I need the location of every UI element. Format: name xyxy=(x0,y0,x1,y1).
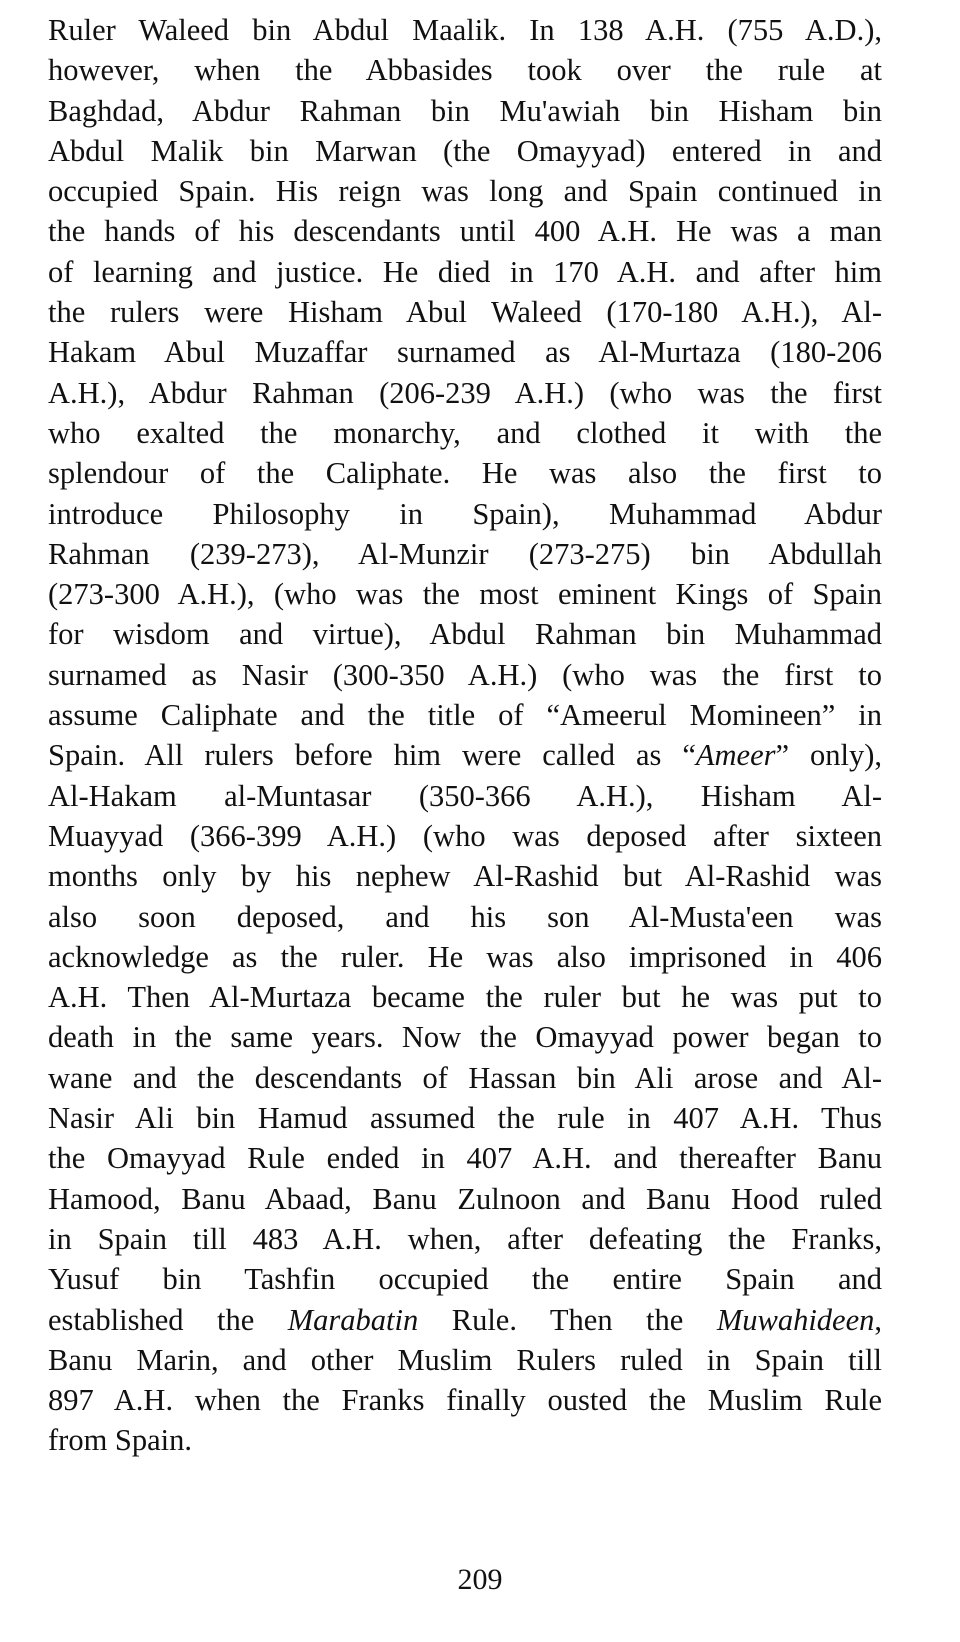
italic-term-marabatin: Marabatin xyxy=(287,1302,419,1337)
text-line: splendour of the Caliphate. He was also the first to xyxy=(48,456,882,491)
text-line-final: from Spain. xyxy=(48,1423,193,1458)
text-line: introduce Philosophy in Spain), Muhammad Abdur xyxy=(48,496,882,531)
text-line: 897 A.H. when the Franks finally ousted the Muslim Rule xyxy=(48,1383,882,1418)
text-line: surnamed as Nasir (300-350 A.H.) (who was the first to xyxy=(48,657,882,692)
text-line: Hakam Abul Muzaffar surnamed as Al-Murtaza (180-206 xyxy=(48,335,882,370)
italic-term-muwahideen: Muwahideen xyxy=(716,1302,875,1337)
text-line: for wisdom and virtue), Abdul Rahman bin Muhammad xyxy=(48,617,882,652)
text-segment: Spain. All rulers before him were called as “ xyxy=(48,738,696,773)
text-line: assume Caliphate and the title of “Ameerul Momineen” in xyxy=(48,698,882,733)
text-line: the hands of his descendants until 400 A.H. He was a man xyxy=(48,214,882,249)
text-line: Banu Marin, and other Muslim Rulers ruled in Spain till xyxy=(48,1342,882,1377)
text-segment: , xyxy=(874,1302,882,1337)
text-line: in Spain till 483 A.H. when, after defeating the Franks, xyxy=(48,1221,882,1256)
text-line: wane and the descendants of Hassan bin Ali arose and Al- xyxy=(48,1060,882,1095)
text-line-ameer xyxy=(48,735,882,775)
italic-term-ameer: Ameer xyxy=(695,738,776,773)
text-line: Rahman (239-273), Al-Munzir (273-275) bin Abdullah xyxy=(48,536,882,571)
text-line: who exalted the monarchy, and clothed it with the xyxy=(48,415,882,450)
text-line: of learning and justice. He died in 170 A.H. and after him xyxy=(48,254,882,289)
text-line: the Omayyad Rule ended in 407 A.H. and thereafter Banu xyxy=(48,1141,882,1176)
text-segment: Rule. Then the xyxy=(418,1302,717,1337)
text-line: Abdul Malik bin Marwan (the Omayyad) entered in and xyxy=(48,133,882,168)
text-line: the rulers were Hisham Abul Waleed (170-180 A.H.), Al- xyxy=(48,295,882,330)
text-line: acknowledge as the ruler. He was also imprisoned in 406 xyxy=(48,939,882,974)
text-line: (273-300 A.H.), (who was the most eminent Kings of Spain xyxy=(48,577,882,612)
text-line: Nasir Ali bin Hamud assumed the rule in 407 A.H. Thus xyxy=(48,1101,882,1136)
text-line: Al-Hakam al-Muntasar (350-366 A.H.), Hisham Al- xyxy=(48,778,882,813)
text-line: however, when the Abbasides took over the rule at xyxy=(48,53,882,88)
text-line: A.H.), Abdur Rahman (206-239 A.H.) (who was the first xyxy=(48,375,882,410)
text-line: A.H. Then Al-Murtaza became the ruler but he was put to xyxy=(48,980,882,1015)
text-line: Muayyad (366-399 A.H.) (who was deposed after sixteen xyxy=(48,818,882,853)
body-paragraph xyxy=(48,10,882,1461)
text-line: also soon deposed, and his son Al-Musta'een was xyxy=(48,899,882,934)
text-segment: ” only), xyxy=(775,738,883,773)
text-line: Yusuf bin Tashfin occupied the entire Spain and xyxy=(48,1262,882,1297)
text-line: Hamood, Banu Abaad, Banu Zulnoon and Banu Hood ruled xyxy=(48,1181,882,1216)
text-line: death in the same years. Now the Omayyad power began to xyxy=(48,1020,882,1055)
text-line: occupied Spain. His reign was long and Spain continued in xyxy=(48,174,882,209)
text-line: Ruler Waleed bin Abdul Maalik. In 138 A.H. (755 A.D.), xyxy=(48,13,882,47)
page-number: 209 xyxy=(457,1563,503,1596)
text-line-marabatin xyxy=(48,1300,882,1340)
text-line: Baghdad, Abdur Rahman bin Mu'awiah bin Hisham bin xyxy=(48,93,882,128)
text-segment: established the xyxy=(48,1302,288,1337)
text-line: months only by his nephew Al-Rashid but Al-Rashid was xyxy=(48,859,882,894)
